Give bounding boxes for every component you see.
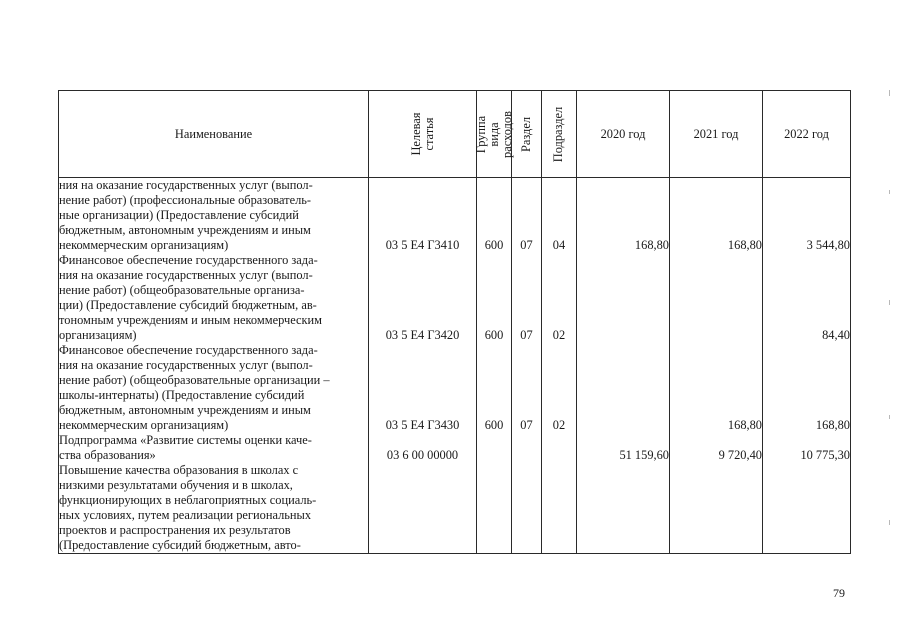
row-name-line: Подпрограмма «Развитие системы оценки каче-: [59, 433, 312, 447]
row-2020: 51 159,60: [577, 433, 670, 463]
table-row: [59, 433, 851, 463]
row-2022: 10 775,30: [763, 433, 851, 463]
row-target: 03 5 Е4 Г3420: [369, 253, 477, 343]
row-name-line: ции) (Предоставление субсидий бюджетным, ав-: [59, 298, 317, 312]
header-expense-group-label: Группа вида расходов: [473, 110, 514, 158]
row-2022: 168,80: [763, 343, 851, 433]
row-name-line: тономным учреждениям и иным некоммерческим: [59, 313, 322, 327]
header-expense-group: [473, 91, 514, 178]
budget-table: [58, 90, 851, 554]
header-2021: 2021 год: [670, 91, 763, 178]
scan-margin-mark: [889, 90, 890, 96]
row-2022: [763, 463, 851, 554]
row-name: [59, 343, 369, 433]
row-2020: [577, 463, 670, 554]
header-subsection: [542, 91, 577, 178]
row-name: [59, 463, 369, 554]
row-section: [512, 463, 542, 554]
row-2020: [577, 343, 670, 433]
row-name-line: ния на оказание государственных услуг (выпол-: [59, 358, 313, 372]
row-name-line: нение работ) (общеобразовательные организации –: [59, 373, 330, 387]
row-2022: 3 544,80: [763, 178, 851, 254]
row-group: [477, 463, 512, 554]
row-target: [369, 463, 477, 554]
row-name-line: школы-интернаты) (Предоставление субсидий: [59, 388, 305, 402]
row-target: 03 5 Е4 Г3430: [369, 343, 477, 433]
row-group: 600: [477, 178, 512, 254]
row-name-line: функционирующих в неблагоприятных социаль-: [59, 493, 317, 507]
table-row: [59, 343, 851, 433]
row-2022: 84,40: [763, 253, 851, 343]
row-2020: 168,80: [577, 178, 670, 254]
scan-margin-mark: [889, 190, 890, 194]
header-2022: 2022 год: [763, 91, 851, 178]
scan-margin-mark: [889, 520, 890, 525]
header-target-label: Целевая статья: [408, 112, 436, 156]
row-name: [59, 253, 369, 343]
row-name-line: ные организации) (Предоставление субсидий: [59, 208, 299, 222]
row-subsection: 02: [542, 343, 577, 433]
header-section-label: Раздел: [519, 116, 533, 152]
row-section: 07: [512, 343, 542, 433]
table-header-row: [59, 91, 851, 178]
row-name-line: некоммерческим организациям): [59, 238, 229, 252]
row-2021: [670, 253, 763, 343]
row-group: 600: [477, 343, 512, 433]
row-name-line: организациям): [59, 328, 137, 342]
row-name-line: Повышение качества образования в школах с: [59, 463, 299, 477]
row-name-line: нение работ) (профессиональные образователь-: [59, 193, 312, 207]
header-2020: 2020 год: [577, 91, 670, 178]
row-name-line: ных условиях, путем реализации региональных: [59, 508, 312, 522]
row-target: 03 5 Е4 Г3410: [369, 178, 477, 254]
row-name-line: бюджетным, автономным учреждениям и иным: [59, 223, 311, 237]
row-2021: [670, 463, 763, 554]
row-name-line: Финансовое обеспечение государственного зада-: [59, 253, 318, 267]
row-section: 07: [512, 178, 542, 254]
header-target: [369, 91, 477, 178]
row-name-line: ства образования»: [59, 448, 156, 462]
table-row: [59, 253, 851, 343]
row-name-line: Финансовое обеспечение государственного зада-: [59, 343, 318, 357]
table-row: [59, 178, 851, 254]
row-2021: 168,80: [670, 343, 763, 433]
header-section: [512, 91, 542, 178]
row-subsection: 04: [542, 178, 577, 254]
row-name-line: бюджетным, автономным учреждениям и иным: [59, 403, 311, 417]
row-name-line: проектов и распространения их результатов: [59, 523, 291, 537]
row-name-line: низкими результатами обучения и в школах,: [59, 478, 293, 492]
scan-margin-mark: [889, 415, 890, 419]
row-section: 07: [512, 253, 542, 343]
scan-margin-mark: [889, 300, 890, 305]
row-group: 600: [477, 253, 512, 343]
row-name-line: ния на оказание государственных услуг (выпол-: [59, 178, 313, 192]
header-subsection-label: Подраздел: [551, 106, 566, 162]
row-name-line: нение работ) (общеобразовательные организа-: [59, 283, 305, 297]
row-2021: 168,80: [670, 178, 763, 254]
page-number: 79: [833, 586, 845, 600]
table-row: [59, 463, 851, 554]
row-target: 03 6 00 00000: [369, 433, 477, 463]
row-group: [477, 433, 512, 463]
row-name-line: некоммерческим организациям): [59, 418, 229, 432]
row-name: [59, 178, 369, 254]
row-subsection: [542, 463, 577, 554]
row-subsection: 02: [542, 253, 577, 343]
header-name: Наименование: [59, 91, 369, 178]
row-name-line: (Предоставление субсидий бюджетным, авто-: [59, 538, 301, 552]
row-name: [59, 433, 369, 463]
row-name-line: ния на оказание государственных услуг (выпол-: [59, 268, 313, 282]
row-subsection: [542, 433, 577, 463]
row-2021: 9 720,40: [670, 433, 763, 463]
row-2020: [577, 253, 670, 343]
row-section: [512, 433, 542, 463]
